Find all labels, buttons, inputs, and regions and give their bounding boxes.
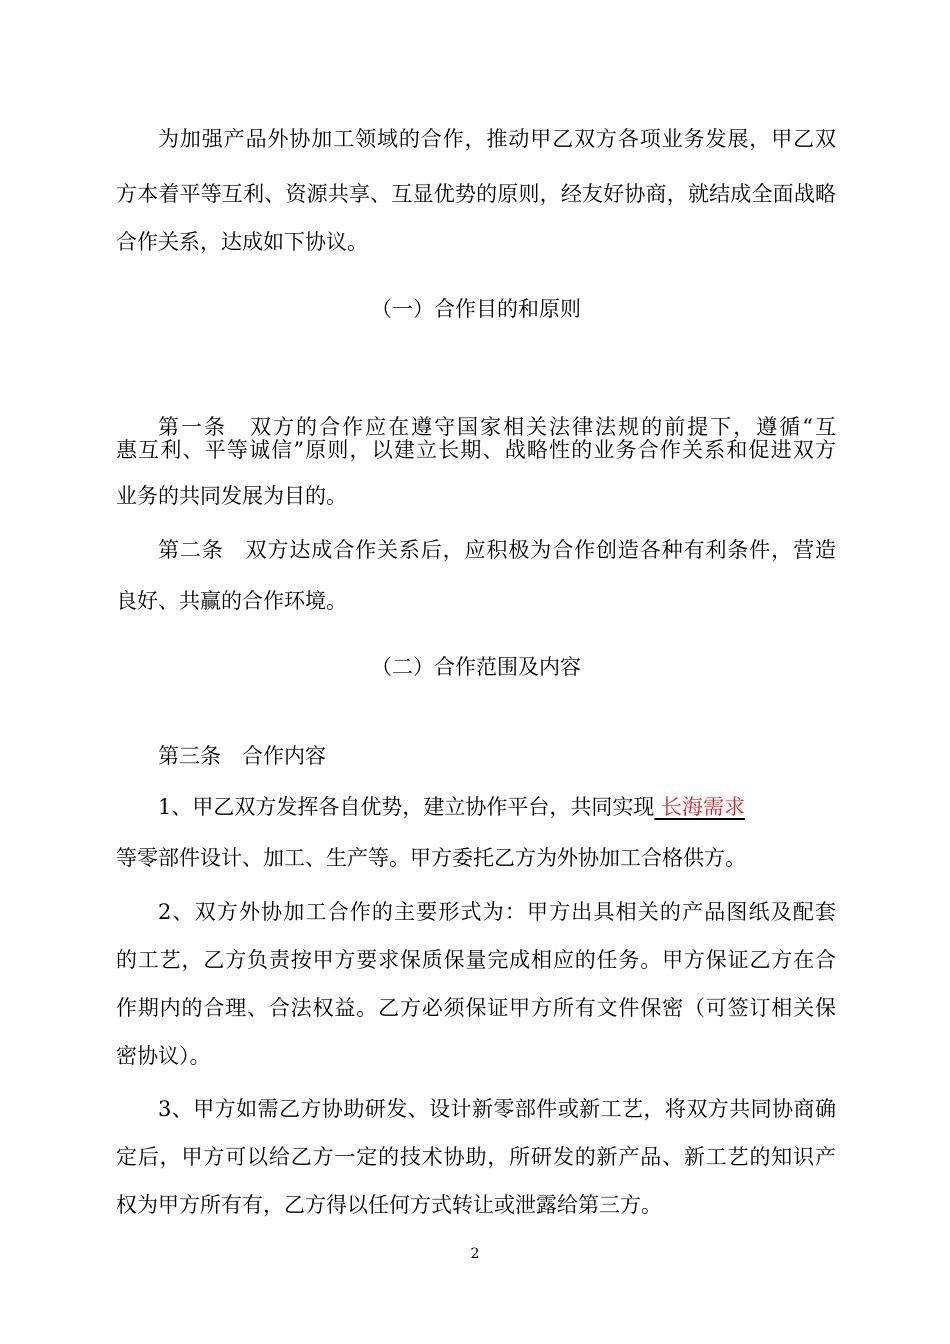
item-3-line-2: 定后，甲方可以给乙方一定的技术协助，所研发的新产品、新工艺的知识产 bbox=[116, 1145, 836, 1169]
section-heading-1: （一）合作目的和原则 bbox=[371, 297, 581, 321]
item-3-line-1: 3、甲方如需乙方协助研发、设计新零部件或新工艺，将双方共同协商确 bbox=[158, 1097, 836, 1121]
item-1-line-1 bbox=[116, 792, 836, 822]
article-3-title: 第三条 合作内容 bbox=[158, 744, 326, 768]
article-1-line-1: 第一条 双方的合作应在遵守国家相关法律法规的前提下，遵循“互 bbox=[158, 415, 836, 439]
article-1-line-2: 惠互利、平等诚信”原则，以建立长期、战略性的业务合作关系和促进双方 bbox=[116, 438, 836, 462]
fill-in-blank-field[interactable]: 长海需求 bbox=[654, 795, 746, 819]
item-2-line-4: 密协议）。 bbox=[116, 1044, 211, 1068]
intro-line-3: 合作关系，达成如下协议。 bbox=[116, 230, 368, 254]
item-2-line-3: 作期内的合理、合法权益。乙方必须保证甲方所有文件保密（可签订相关保 bbox=[116, 996, 836, 1020]
item-1-text: 1、甲乙双方发挥各自优势，建立协作平台，共同实现 bbox=[158, 795, 655, 819]
article-2-line-1: 第二条 双方达成合作关系后，应积极为合作创造各种有利条件，营造 bbox=[158, 538, 836, 562]
intro-line-2: 方本着平等互利、资源共享、互显优势的原则，经友好协商，就结成全面战略 bbox=[116, 182, 836, 206]
article-2-line-2: 良好、共赢的合作环境。 bbox=[116, 589, 347, 613]
article-1-line-3: 业务的共同发展为目的。 bbox=[116, 484, 347, 508]
item-2-line-1: 2、双方外协加工合作的主要形式为：甲方出具相关的产品图纸及配套 bbox=[158, 900, 836, 924]
item-1-line-2: 等零部件设计、加工、生产等。甲方委托乙方为外协加工合格供方。 bbox=[116, 846, 746, 870]
item-2-line-2: 的工艺，乙方负责按甲方要求保质保量完成相应的任务。甲方保证乙方在合 bbox=[116, 948, 836, 972]
intro-line-1: 为加强产品外协加工领域的合作，推动甲乙双方各项业务发展，甲乙双 bbox=[158, 127, 836, 151]
page-number: 2 bbox=[470, 1246, 480, 1262]
section-heading-2: （二）合作范围及内容 bbox=[371, 655, 581, 679]
item-3-line-3: 权为甲方所有有，乙方得以任何方式转让或泄露给第三方。 bbox=[116, 1193, 662, 1217]
